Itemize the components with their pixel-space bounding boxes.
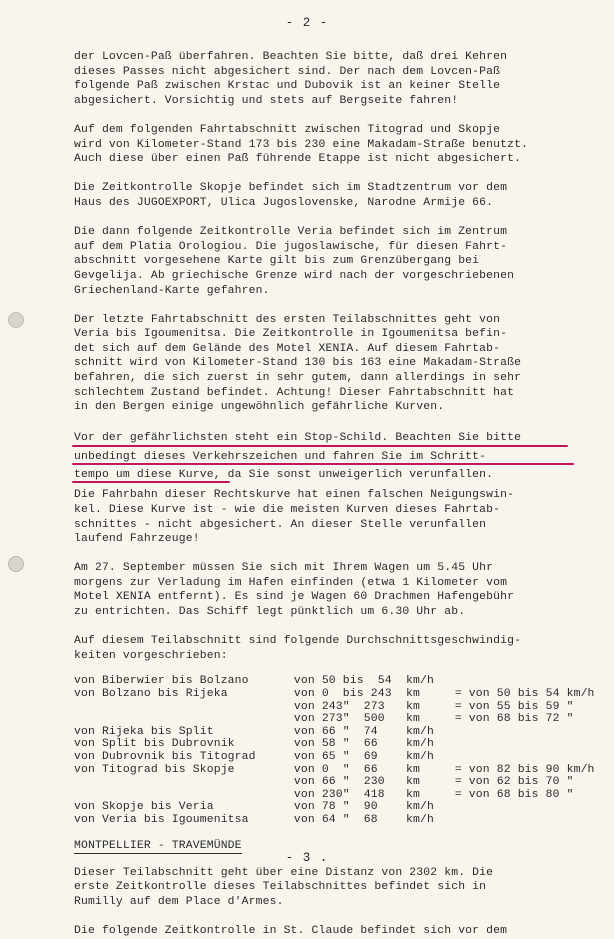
cell-extra: = von 50 bis 54 km/h [454, 688, 595, 701]
cell-unit: km [405, 688, 420, 701]
text-line: Griechenland-Karte gefahren. [74, 284, 270, 297]
text-line: Rumilly auf dem Place d'Armes. [74, 895, 284, 908]
text-line: morgens zur Verladung im Hafen einfinden (etwa 1 Kilometer vom [74, 576, 508, 589]
cell-from: von 0 [293, 763, 329, 776]
cell-route [74, 776, 294, 789]
text-line: Haus des JUGOEXPORT, Ulica Jugoslovenske, Narodne Armije 66. [74, 196, 494, 209]
highlighted-passage [74, 429, 610, 484]
highlighted-text: Vor der gefährlichsten steht ein Stop-Schild. Beachten Sie bitte [74, 432, 522, 445]
cell-unit: km/h [405, 801, 434, 814]
cell-extra [455, 751, 610, 764]
cell-from: von 273 [293, 713, 343, 726]
cell-extra: = von 68 bis 72 " [454, 713, 574, 726]
cell-from: von 64 [293, 813, 336, 826]
cell-extra [455, 726, 610, 739]
cell-unit: km/h [405, 675, 434, 688]
text-line: Die dann folgende Zeitkontrolle Veria befindet sich im Zentrum [74, 226, 508, 239]
cell-to: " 90 [342, 801, 378, 814]
page-number-top: - 2 - [285, 16, 329, 30]
cell-unit: km [405, 788, 420, 801]
text-line: wird von Kilometer-Stand 173 bis 230 eine Makadam-Straße benutzt. [74, 138, 529, 151]
highlighted-text: unbedingt dieses Verkehrszeichen und fahren Sie im Schritt- [74, 450, 487, 463]
cell-extra [455, 814, 610, 827]
paragraph [74, 181, 610, 210]
text-line: der Lovcen-Paß überfahren. Beachten Sie bitte, daß drei Kehren [74, 51, 508, 63]
cell-to: " 230 [342, 776, 385, 789]
table-row [74, 738, 610, 751]
paragraph [74, 561, 610, 619]
cell-to: " 69 [342, 751, 378, 764]
cell-route: von Biberwier bis Bolzano [74, 675, 249, 688]
cell-to: " 74 [342, 725, 378, 738]
text-line: Dieser Teilabschnitt geht über eine Distanz von 2302 km. Die [74, 866, 494, 879]
cell-extra: = von 55 bis 59 " [454, 700, 574, 713]
red-underline [72, 445, 568, 447]
table-row [74, 701, 610, 714]
cell-extra: = von 62 bis 70 " [454, 776, 574, 789]
cell-unit: km/h [405, 725, 434, 738]
red-underline [72, 481, 230, 483]
table-row [74, 764, 610, 777]
cell-unit: km [405, 763, 420, 776]
text-line: Auf diesem Teilabschnitt sind folgende Durchschnittsgeschwindig- [74, 635, 522, 648]
paragraph [74, 866, 610, 910]
cell-to: " 66 [342, 738, 378, 751]
text-line: befahren, die sich zuerst in sehr gutem, dann allerdings in sehr [74, 372, 522, 385]
cell-route: von Split bis Dubrovnik [74, 738, 235, 751]
paragraph [74, 313, 610, 415]
table-row [74, 776, 610, 789]
cell-from: von 78 [293, 801, 336, 814]
text-line: schnittes - nicht abgesichert. An dieser Stelle verunfallen [74, 518, 487, 531]
text-line: Der letzte Fahrtabschnitt des ersten Teilabschnittes geht von [74, 313, 501, 326]
cell-extra: = von 82 bis 90 km/h [454, 763, 595, 776]
text-line: kel. Diese Kurve ist - wie die meisten Kurven dieses Fahrtab- [74, 503, 501, 516]
cell-extra [455, 801, 610, 814]
cell-from: von 50 [293, 675, 336, 688]
paragraph [74, 924, 610, 939]
cell-from: von 243 [293, 700, 343, 713]
text-line: Auch diese über einen Paß führende Etappe ist nicht abgesichert. [74, 153, 522, 166]
cell-extra: = von 68 bis 80 " [454, 788, 574, 801]
text-line: folgende Paß zwischen Krstac und Dubovik ist an keiner Stelle [74, 80, 501, 93]
cell-to: bis 243 [342, 688, 392, 701]
cell-route: von Dubrovnik bis Titograd [74, 751, 256, 764]
table-row [74, 801, 610, 814]
cell-to: " 66 [342, 763, 378, 776]
punch-hole [8, 556, 24, 572]
text-line: keiten vorgeschrieben: [74, 649, 228, 662]
text-line: Am 27. September müssen Sie sich mit Ihrem Wagen um 5.45 Uhr [74, 562, 494, 575]
cell-route: von Titograd bis Skopje [74, 763, 235, 776]
paragraph [74, 634, 610, 663]
paragraph-group-c [74, 866, 610, 939]
highlighted-text: tempo um diese Kurve, da Sie sonst unweigerlich verunfallen. [74, 469, 494, 482]
cell-from: von 0 [293, 688, 329, 701]
cell-route [74, 701, 294, 714]
table-row [74, 713, 610, 726]
cell-unit: km [405, 713, 420, 726]
cell-route: von Rijeka bis Split [74, 725, 214, 738]
cell-from: von 58 [293, 738, 336, 751]
paragraph [74, 50, 610, 108]
cell-extra [455, 675, 610, 688]
text-line: det sich auf dem Gelände des Motel XENIA. Auf diesem Fahrtab- [74, 342, 501, 355]
text-line: Veria bis Igoumenitsa. Die Zeitkontrolle in Igoumenitsa befin- [74, 328, 508, 341]
paragraph [74, 123, 610, 167]
cell-route: von Skopje bis Veria [74, 801, 214, 814]
cell-unit: km [405, 700, 420, 713]
table-row [74, 675, 610, 688]
cell-to: " 500 [342, 713, 385, 726]
text-line: Gevgelija. Ab griechische Grenze wird nach der vorgeschriebenen [74, 269, 515, 282]
cell-to: " 68 [342, 813, 378, 826]
text-line: schnitt wird von Kilometer-Stand 130 bis 163 eine Makadam-Straße [74, 357, 522, 370]
highlighted-line [74, 429, 610, 447]
text-line: Auf dem folgenden Fahrtabschnitt zwischen Titograd und Skopje [74, 123, 501, 136]
cell-route [74, 789, 294, 802]
punch-hole [8, 312, 24, 328]
cell-to: " 418 [342, 788, 385, 801]
cell-from: von 66 [293, 725, 336, 738]
section-heading: MONTPELLIER - TRAVEMÜNDE [74, 839, 242, 852]
cell-from: von 66 [293, 776, 336, 789]
table-row [74, 726, 610, 739]
text-line: abschnitt vorgesehene Karte gilt bis zum Grenzübergang bei [74, 255, 480, 268]
text-line: laufend Fahrzeuge! [74, 533, 200, 546]
table-row [74, 789, 610, 802]
cell-from: von 230 [293, 788, 343, 801]
paragraph [74, 225, 610, 298]
cell-route: von Veria bis Igoumenitsa [74, 813, 249, 826]
speed-table [74, 675, 610, 826]
text-line: auf dem Platia Orologiou. Die jugoslawische, für diesen Fahrt- [74, 240, 508, 253]
cell-to: " 273 [342, 700, 385, 713]
paragraph [74, 488, 610, 546]
cell-unit: km [405, 776, 420, 789]
cell-to: bis 54 [342, 675, 392, 688]
document-body [74, 50, 610, 939]
cell-route: von Bolzano bis Rijeka [74, 688, 228, 701]
cell-unit: km/h [405, 738, 434, 751]
highlighted-line [74, 466, 610, 484]
table-row [74, 751, 610, 764]
text-line: Die Fahrbahn dieser Rechtskurve hat einen falschen Neigungswin- [74, 489, 515, 502]
text-line: zu entrichten. Das Schiff legt pünktlich um 6.30 Uhr ab. [74, 606, 466, 619]
text-line: schlechtem Zustand befindet. Achtung! Dieser Fahrtabschnitt hat [74, 386, 515, 399]
cell-extra [455, 738, 610, 751]
table-row [74, 814, 610, 827]
cell-unit: km/h [405, 751, 434, 764]
cell-route [74, 713, 294, 726]
text-line: dieses Passes nicht abgesichert sind. Der nach dem Lovcen-Paß [74, 65, 501, 78]
red-underline [72, 463, 574, 465]
text-line: abgesichert. Vorsichtig und stets auf Bergseite fahren! [74, 94, 459, 107]
cell-from: von 65 [293, 751, 336, 764]
text-line: erste Zeitkontrolle dieses Teilabschnittes befindet sich in [74, 881, 487, 894]
page-number-bottom: - 3 . [285, 851, 329, 865]
paragraph-group-b [74, 488, 610, 663]
text-line: in den Bergen einige ungewöhnlich gefährliche Kurven. [74, 401, 445, 414]
highlighted-line [74, 448, 610, 466]
text-line: Die folgende Zeitkontrolle in St. Claude befindet sich vor dem [74, 924, 508, 937]
paragraph-group-a [74, 50, 610, 415]
text-line: Die Zeitkontrolle Skopje befindet sich im Stadtzentrum vor dem [74, 182, 508, 195]
cell-unit: km/h [405, 813, 434, 826]
table-row [74, 688, 610, 701]
text-line: Motel XENIA entfernt). Es sind je Wagen 60 Drachmen Hafengebühr [74, 591, 515, 604]
